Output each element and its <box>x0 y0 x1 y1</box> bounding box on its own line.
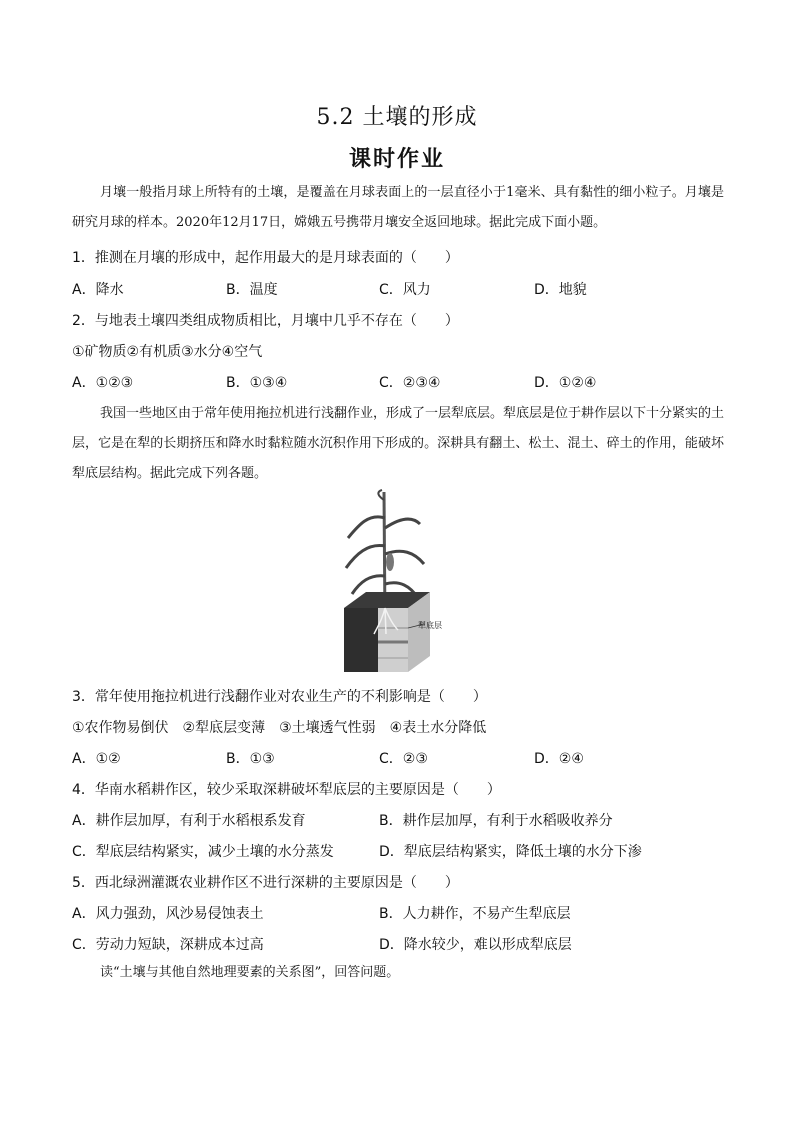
question-4-stem: 4．华南水稻耕作区，较少采取深耕破坏犁底层的主要原因是（ ） <box>72 782 501 798</box>
question-2-option-a: A．①②③ <box>72 375 134 391</box>
question-2-items: ①矿物质②有机质③水分④空气 <box>72 344 263 360</box>
question-4-option-b: B．耕作层加厚，有利于水稻吸收养分 <box>379 813 613 829</box>
question-2-option-c: C．②③④ <box>379 375 441 391</box>
page-title: 5.2 土壤的形成 <box>316 105 478 130</box>
question-1-option-d: D．地貌 <box>534 282 587 298</box>
soil-profile-figure <box>338 488 442 676</box>
question-3-option-c: C．②③ <box>379 751 428 767</box>
question-2-stem: 2．与地表土壤四类组成物质相比，月壤中几乎不存在（ ） <box>72 313 459 329</box>
page-subtitle: 课时作业 <box>348 146 445 172</box>
question-5-option-d: D．降水较少，难以形成犁底层 <box>379 937 572 953</box>
question-1-stem: 1．推测在月壤的形成中，起作用最大的是月球表面的（ ） <box>72 250 459 266</box>
question-1-option-c: C．风力 <box>379 282 431 298</box>
question-1-option-a: A．降水 <box>72 282 124 298</box>
question-5-option-a: A．风力强劲，风沙易侵蚀表土 <box>72 906 264 922</box>
question-5-option-c: C．劳动力短缺，深耕成本过高 <box>72 937 264 953</box>
passage-moon-soil: 月壤一般指月球上所特有的土壤，是覆盖在月球表面上的一层直径小于1毫米、具有黏性的细小粒子。月壤是研究月球的样本。2020年12月17日，嫦娥五号携带月壤安全返回地球。据此完成下面小题。 <box>72 185 724 230</box>
question-3-stem: 3．常年使用拖拉机进行浅翻作业对农业生产的不利影响是（ ） <box>72 689 487 705</box>
passage-plough-pan: 我国一些地区由于常年使用拖拉机进行浅翻作业，形成了一层犁底层。犁底层是位于耕作层以下十分紧实的土层，它是在犁的长期挤压和降水时黏粒随水沉积作用下形成的。深耕具有翻土、松土、混土、碎土的作用，能破坏犁底层结构。据此完成下列各题。 <box>72 406 725 481</box>
question-3-option-a: A．①② <box>72 751 121 767</box>
question-5-stem: 5．西北绿洲灌溉农业耕作区不进行深耕的主要原因是（ ） <box>72 875 459 891</box>
passage-relation-diagram: 读“土壤与其他自然地理要素的关系图”，回答问题。 <box>100 965 400 980</box>
question-4-option-c: C．犁底层结构紧实，减少土壤的水分蒸发 <box>72 844 334 860</box>
question-2-option-b: B．①③④ <box>226 375 288 391</box>
question-5-option-b: B．人力耕作，不易产生犁底层 <box>379 906 571 922</box>
question-3-option-d: D．②④ <box>534 751 584 767</box>
question-4-option-a: A．耕作层加厚，有利于水稻根系发育 <box>72 813 306 829</box>
plough-pan-label: 犁底层 <box>418 621 442 630</box>
question-1-option-b: B．温度 <box>226 282 278 298</box>
question-4-option-d: D．犁底层结构紧实，降低土壤的水分下渗 <box>379 844 642 860</box>
question-3-option-b: B．①③ <box>226 751 275 767</box>
question-2-option-d: D．①②④ <box>534 375 597 391</box>
question-3-items: ①农作物易倒伏 ②犁底层变薄 ③土壤透气性弱 ④表土水分降低 <box>72 720 487 736</box>
